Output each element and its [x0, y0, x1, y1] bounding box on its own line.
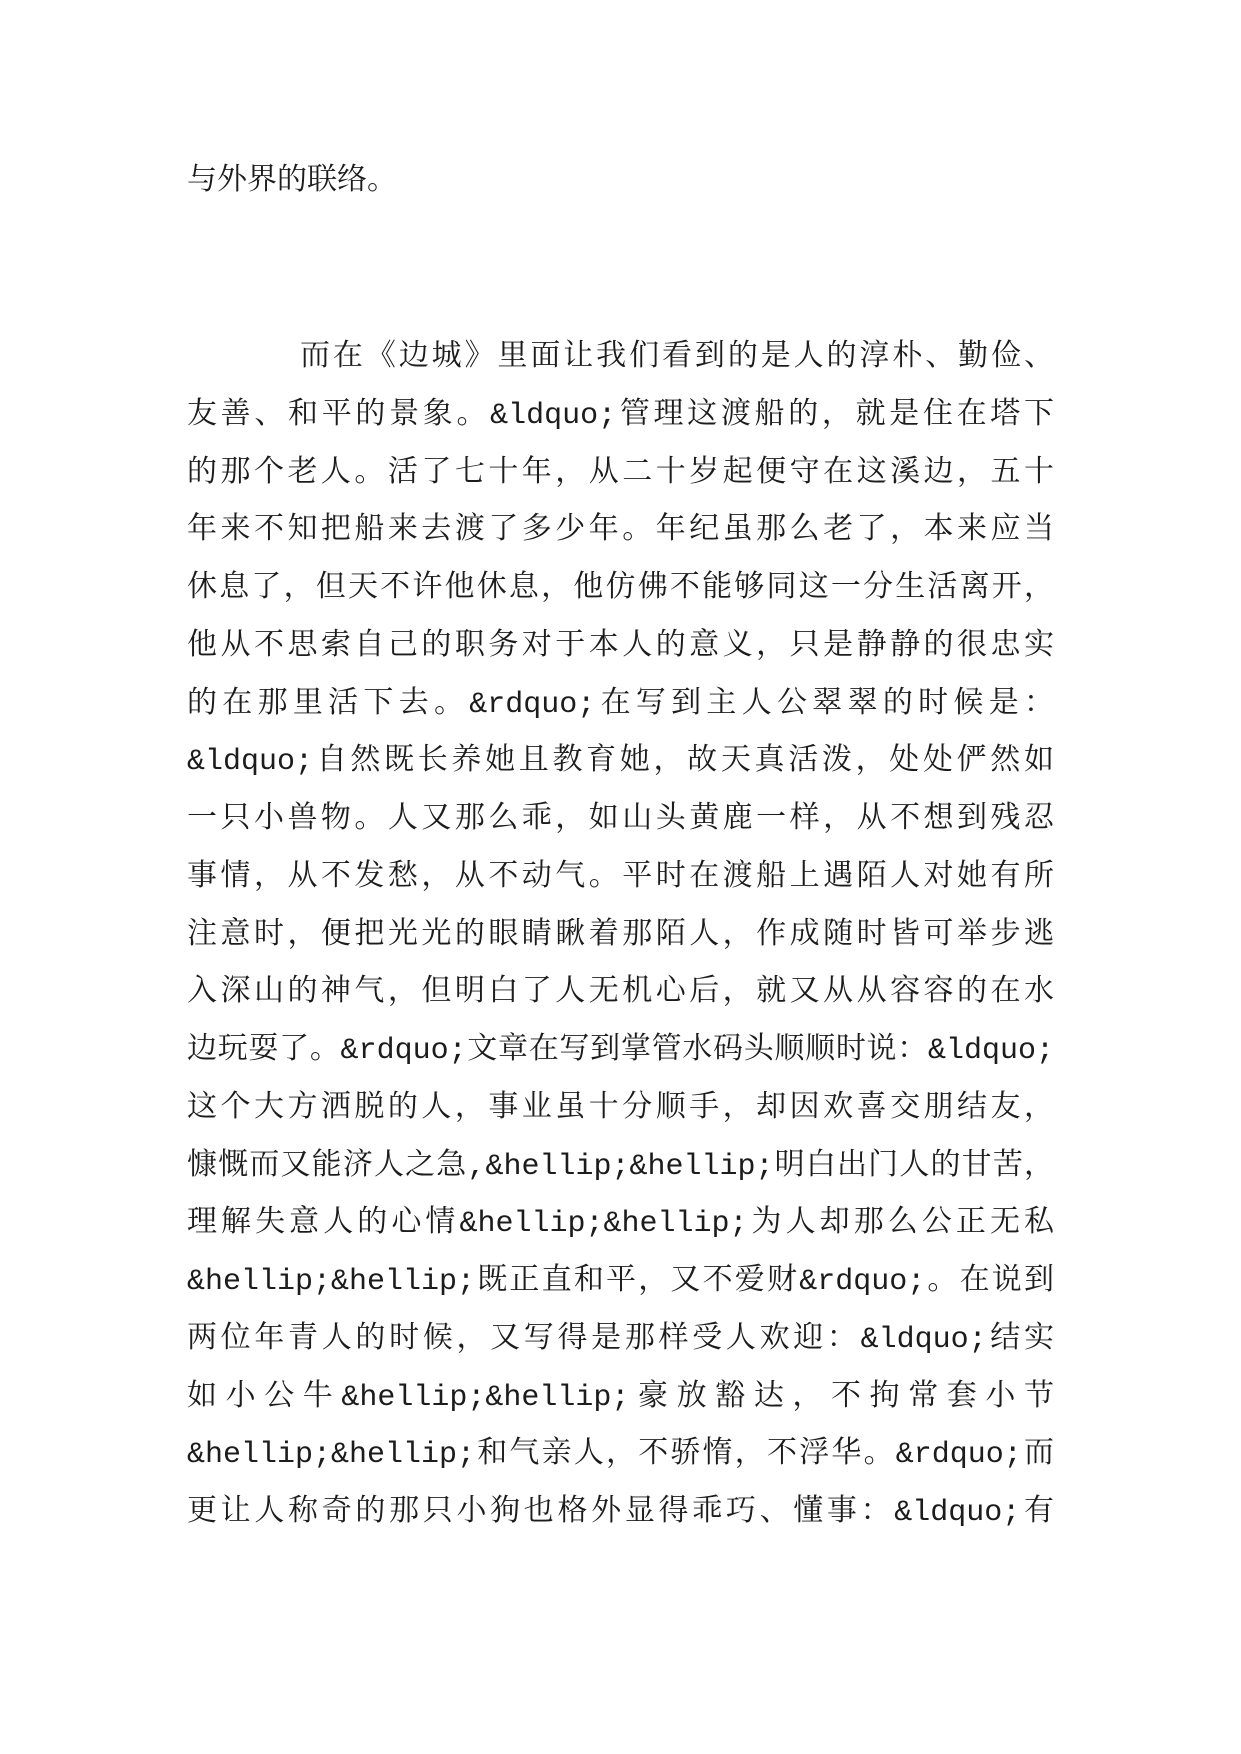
- paragraph-line: 边玩耍了。&rdquo;文章在写到掌管水码头顺顺时说：&ldquo;: [187, 1034, 1054, 1068]
- paragraph-line: &ldquo;自然既长养她且教育她，故天真活泼，处处俨然如: [187, 745, 1054, 780]
- paragraph-line: 休息了，但天不许他休息，他仿佛不能够同这一分生活离开，: [187, 572, 1054, 606]
- paragraph-line: 年来不知把船来去渡了多少年。年纪虽那么老了，本来应当: [187, 514, 1054, 549]
- paragraph-first-line: 而在《边城》里面让我们看到的是人的淳朴、勤俭、: [300, 341, 1054, 375]
- paragraph-line: 事情，从不发愁，从不动气。平时在渡船上遇陌人对她有所: [187, 860, 1054, 895]
- paragraph-line: &hellip;&hellip;和气亲人，不骄惰，不浮华。&rdquo;而: [187, 1438, 1054, 1473]
- paragraph-line: 两位年青人的时候，又写得是那样受人欢迎：&ldquo;结实: [187, 1322, 1054, 1357]
- paragraph-line: 注意时，便把光光的眼睛瞅着那陌人，作成随时皆可举步逃: [187, 918, 1054, 953]
- paragraph: [187, 154, 1054, 212]
- paragraph-line: 他从不思索自己的职务对于本人的意义，只是静静的很忠实: [187, 629, 1054, 664]
- paragraph-line: &hellip;&hellip;既正直和平，又不爱财&rdquo;。在说到: [187, 1265, 1054, 1299]
- paragraph-line: 友善、和平的景象。&ldquo;管理这渡船的，就是住在塔下: [187, 398, 1054, 433]
- paragraph-line: 理解失意人的心情&hellip;&hellip;为人却那么公正无私: [187, 1207, 1054, 1242]
- paragraph-line: 这个大方洒脱的人，事业虽十分顺手，却因欢喜交朋结友，: [187, 1091, 1054, 1126]
- paragraph-line: 入深山的神气，但明白了人无机心后，就又从从容容的在水: [187, 976, 1054, 1011]
- paragraph-line: 与外界的联络。: [187, 165, 397, 199]
- paragraph-line: 如小公牛&hellip;&hellip;豪放豁达，不拘常套小节: [187, 1380, 1054, 1415]
- paragraph-line: 一只小兽物。人又那么乖，如山头黄鹿一样，从不想到残忍: [187, 803, 1054, 837]
- paragraph-line: 更让人称奇的那只小狗也格外显得乖巧、懂事：&ldquo;有: [187, 1496, 1054, 1530]
- paragraph: [187, 330, 1054, 1543]
- paragraph-line: 的在那里活下去。&rdquo;在写到主人公翠翠的时候是：: [187, 687, 1054, 722]
- paragraph-line: 的那个老人。活了七十年，从二十岁起便守在这溪边，五十: [187, 456, 1054, 491]
- paragraph-line: 慷慨而又能济人之急,&hellip;&hellip;明白出门人的甘苦，: [187, 1149, 1054, 1184]
